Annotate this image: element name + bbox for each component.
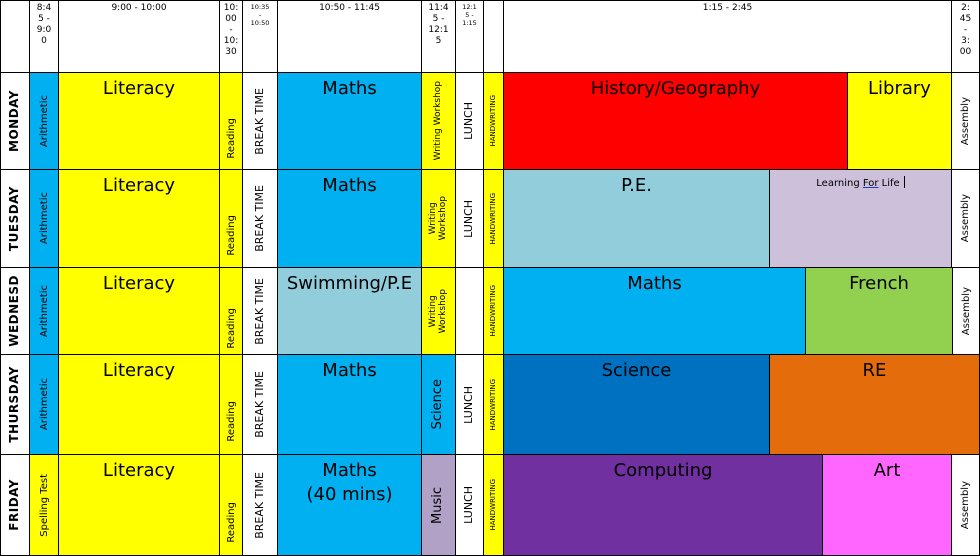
science-thursday: Science xyxy=(421,354,456,455)
maths-thursday: Maths xyxy=(277,354,422,455)
header-slot-8 xyxy=(483,0,504,73)
reading-wednesday: Reading xyxy=(219,267,243,355)
header-slot-7: 12:1 5 - 1:15 xyxy=(455,0,484,73)
spelling-test-friday: Spelling Test xyxy=(29,454,59,556)
header-slot-2: 9:00 - 10:00 xyxy=(58,0,220,73)
re-thursday: RE xyxy=(769,354,980,455)
reading-thursday: Reading xyxy=(219,354,243,455)
arithmetic-thursday: Arithmetic xyxy=(29,354,59,455)
literacy-friday: Literacy xyxy=(58,454,220,556)
lunch-wednesday-empty xyxy=(455,267,484,355)
break-time-tuesday: BREAK TIME xyxy=(242,169,278,268)
reading-friday: Reading xyxy=(219,454,243,556)
header-slot-4: 10:35 - 10:50 xyxy=(242,0,278,73)
computing-friday: Computing xyxy=(503,454,823,556)
reading-tuesday: Reading xyxy=(219,169,243,268)
library-monday: Library xyxy=(847,72,952,170)
science-thursday-afternoon: Science xyxy=(503,354,770,455)
swimming-pe-wednesday: Swimming/P.E xyxy=(277,267,422,355)
handwriting-tuesday: HANDWRITING xyxy=(483,169,504,268)
handwriting-thursday: HANDWRITING xyxy=(483,354,504,455)
header-slot-1: 8:4 5 - 9:0 0 xyxy=(29,0,59,73)
day-thursday: THURSDAY xyxy=(0,354,30,455)
music-friday: Music xyxy=(421,454,456,556)
handwriting-monday: HANDWRITING xyxy=(483,72,504,170)
reading-monday: Reading xyxy=(219,72,243,170)
lunch-tuesday: LUNCH xyxy=(455,169,484,268)
assembly-wednesday: Assembly xyxy=(952,267,980,355)
handwriting-wednesday: HANDWRITING xyxy=(483,267,504,355)
lunch-monday: LUNCH xyxy=(455,72,484,170)
break-time-thursday: BREAK TIME xyxy=(242,354,278,455)
header-slot-6: 11:4 5 - 12:1 5 xyxy=(421,0,456,73)
day-monday: MONDAY xyxy=(0,72,30,170)
handwriting-friday: HANDWRITING xyxy=(483,454,504,556)
lunch-thursday: LUNCH xyxy=(455,354,484,455)
literacy-thursday: Literacy xyxy=(58,354,220,455)
writing-workshop-wednesday: Writing Workshop xyxy=(421,267,456,355)
french-wednesday: French xyxy=(805,267,953,355)
break-time-wednesday: BREAK TIME xyxy=(242,267,278,355)
literacy-tuesday: Literacy xyxy=(58,169,220,268)
day-tuesday: TUESDAY xyxy=(0,169,30,268)
assembly-tuesday: Assembly xyxy=(951,169,980,268)
assembly-monday: Assembly xyxy=(951,72,980,170)
learning-for-life-tuesday xyxy=(769,169,952,268)
break-time-friday: BREAK TIME xyxy=(242,454,278,556)
day-wednesday: WEDNESD xyxy=(0,267,30,355)
maths-wednesday-afternoon: Maths xyxy=(503,267,806,355)
literacy-monday: Literacy xyxy=(58,72,220,170)
header-slot-3: 10: 00 - 10: 30 xyxy=(219,0,243,73)
break-time-monday: BREAK TIME xyxy=(242,72,278,170)
assembly-friday: Assembly xyxy=(951,454,980,556)
maths-monday: Maths xyxy=(277,72,422,170)
writing-workshop-tuesday: Writing Workshop xyxy=(421,169,456,268)
lunch-friday: LUNCH xyxy=(455,454,484,556)
literacy-wednesday: Literacy xyxy=(58,267,220,355)
writing-workshop-monday: Writing Workshop xyxy=(421,72,456,170)
maths-tuesday: Maths xyxy=(277,169,422,268)
history-geography-monday: History/Geography xyxy=(503,72,848,170)
day-friday: FRIDAY xyxy=(0,454,30,556)
corner-cell xyxy=(0,0,30,73)
art-friday: Art xyxy=(822,454,952,556)
arithmetic-tuesday: Arithmetic xyxy=(29,169,59,268)
pe-tuesday: P.E. xyxy=(503,169,770,268)
arithmetic-monday: Arithmetic xyxy=(29,72,59,170)
header-slot-10: 2: 45 - 3: 00 xyxy=(951,0,980,73)
header-slot-9: 1:15 - 2:45 xyxy=(503,0,952,73)
maths-friday: Maths (40 mins) xyxy=(277,454,422,556)
learning-for-life-label: Learning For Life xyxy=(816,176,904,189)
arithmetic-wednesday: Arithmetic xyxy=(29,267,59,355)
header-slot-5: 10:50 - 11:45 xyxy=(277,0,422,73)
